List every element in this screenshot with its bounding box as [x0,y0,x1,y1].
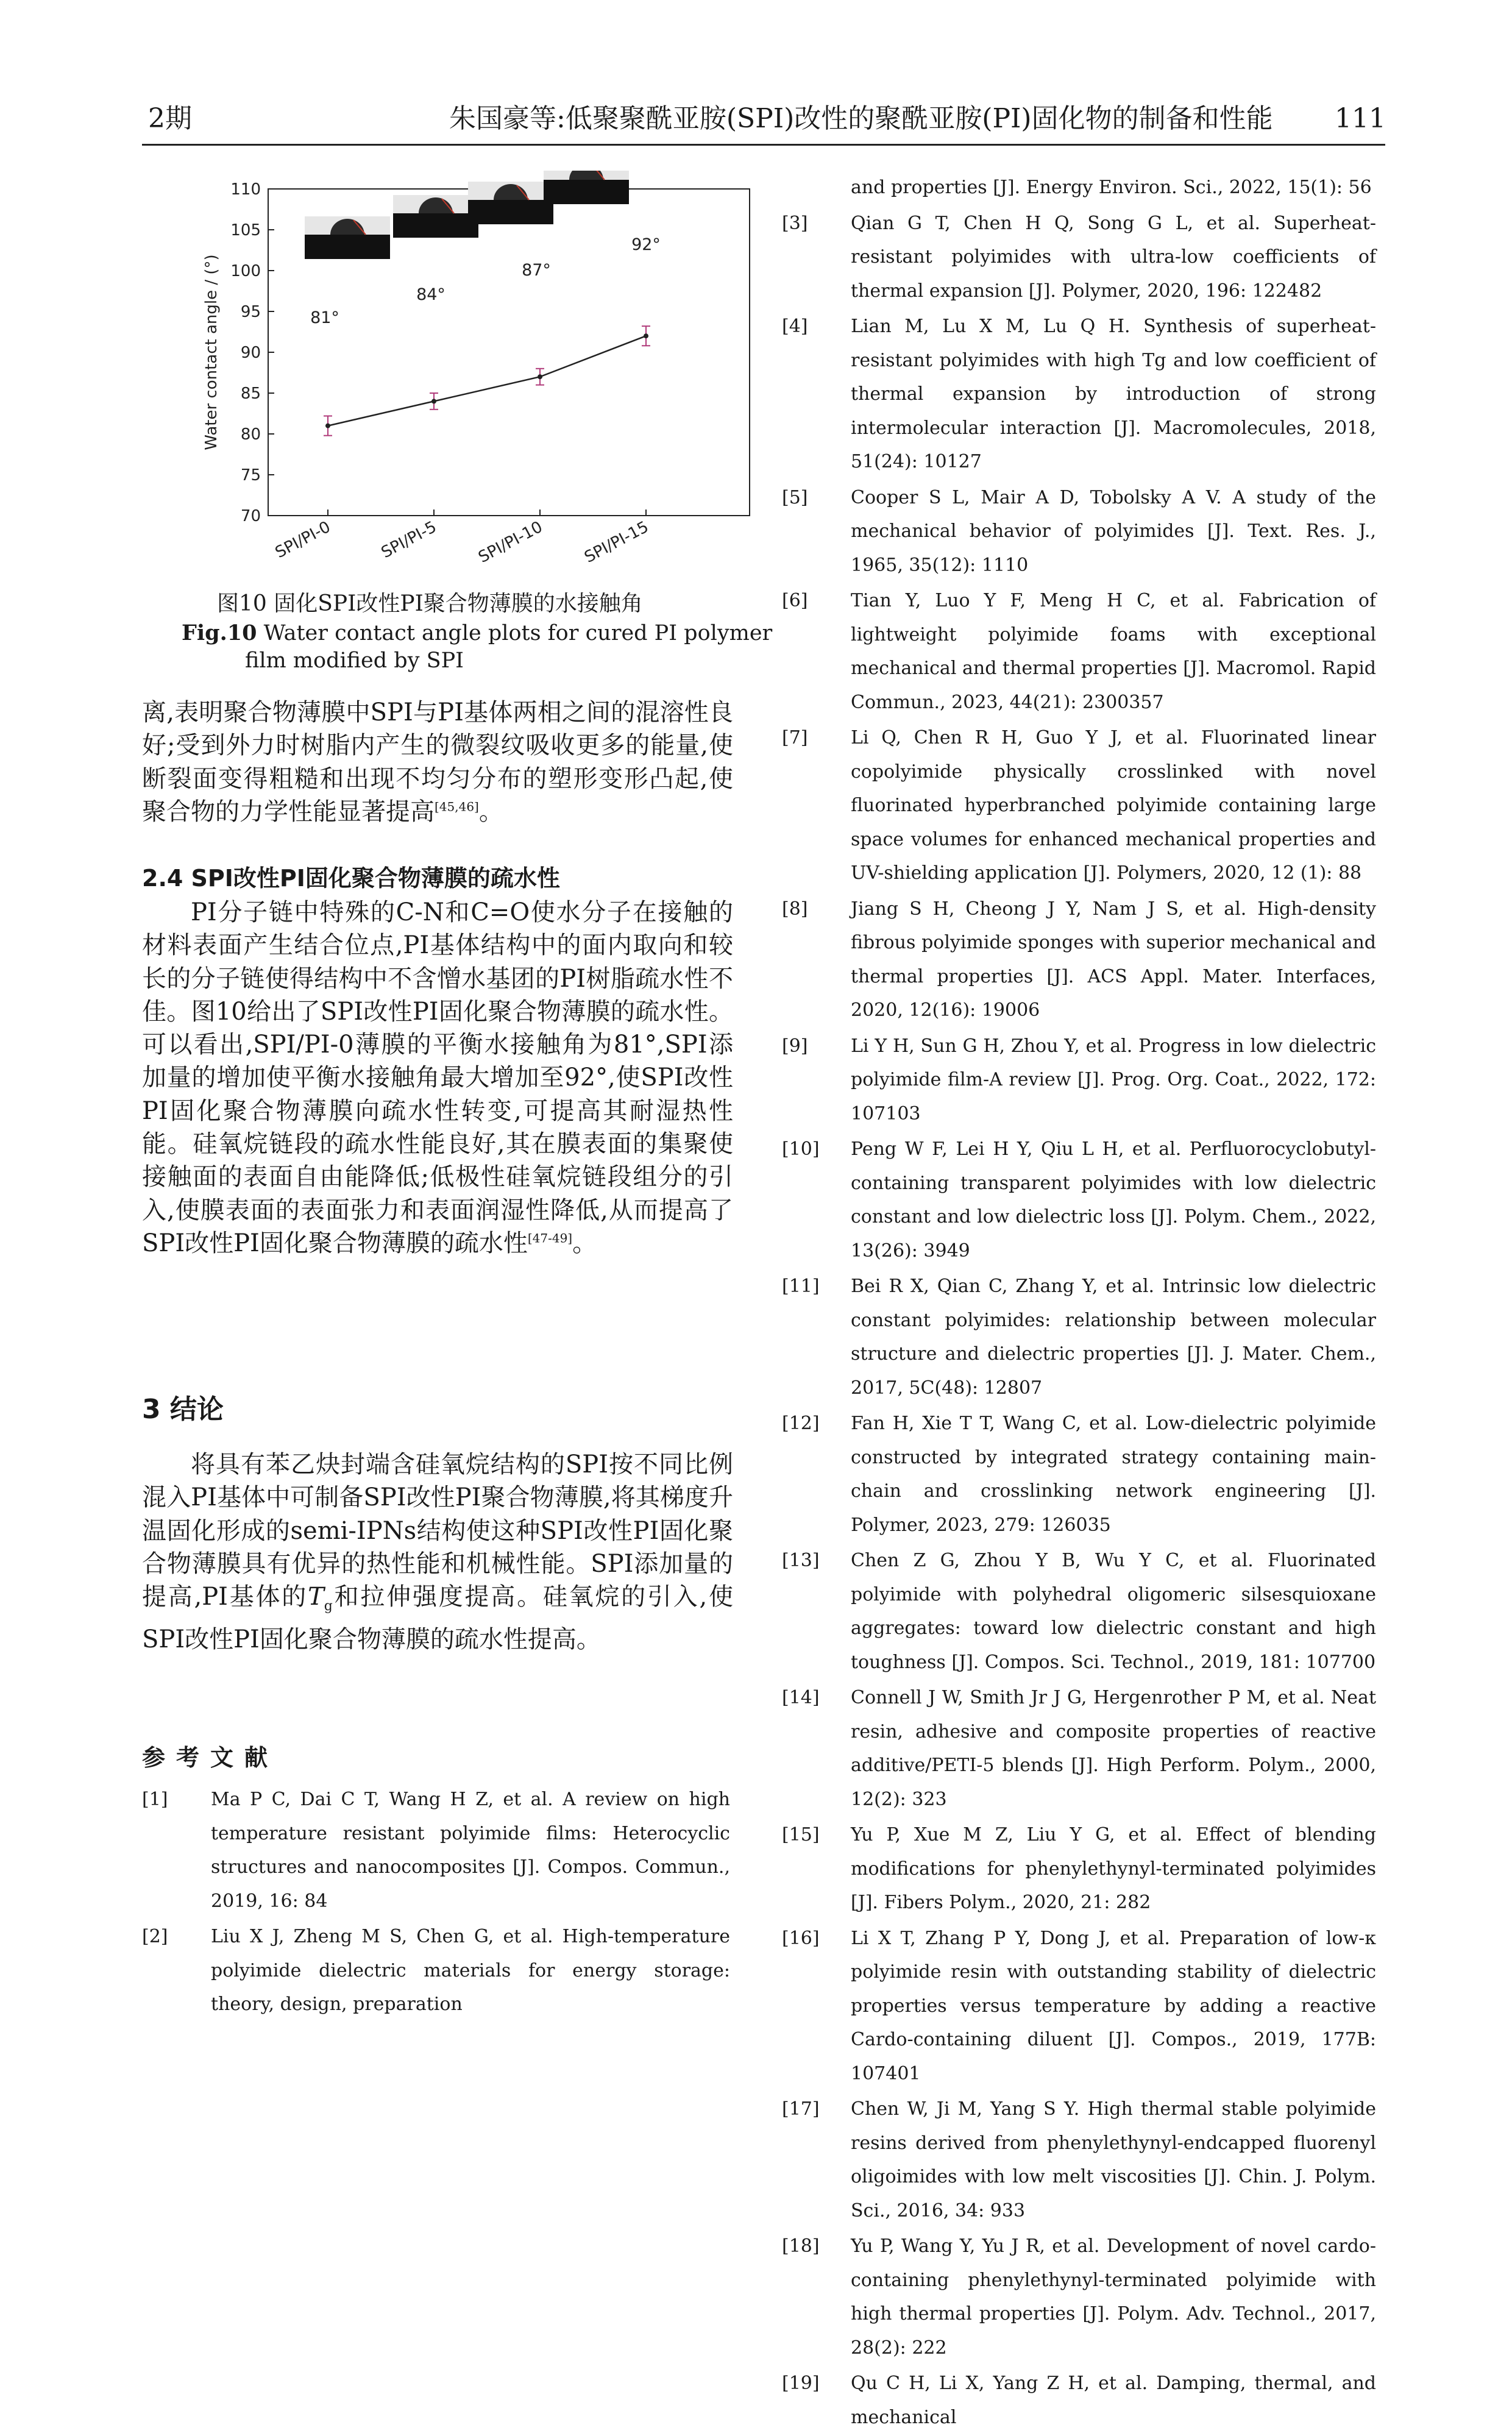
data-point [644,333,648,338]
reference-text: Connell J W, Smith Jr J G, Hergenrother P M, et al. Neat resin, adhesive and composite properties of reactive additive/PETI-5 blends [J]. High Perform. Polym., 2000, 12(2): 323 [851,1687,1376,1810]
reference-number: [19] [782,2373,820,2394]
reference-item [782,1029,1376,1131]
droplet-image [468,182,553,224]
reference-item [782,481,1376,583]
reference-number: [16] [782,1927,820,1949]
reference-item [782,2367,1376,2434]
reference-text: Bei R X, Qian C, Zhang Y, et al. Intrinsic low dielectric constant polyimides: relationship between molecular structure and dielectric properties [J]. J. Mater. Chem., 2017, 5C(48): 12807 [851,1276,1376,1399]
reference-number: [10] [782,1138,820,1160]
reference-text: Li Q, Chen R H, Guo Y J, et al. Fluorinated linear copolyimide physically crosslinked with novel fluorinated hyperbranched polyimide containing large space volumes for enhanced mechanical properties and UV-shielding application [J]. Polymers, 2020, 12 (1): 88 [851,727,1376,884]
reference-number: [14] [782,1687,820,1708]
reference-list-left [142,1783,730,2023]
reference-item [782,584,1376,719]
reference-number: [18] [782,2235,820,2257]
reference-text: Jiang S H, Cheong J Y, Nam J S, et al. High-density fibrous polyimide sponges with superior mechanical and thermal properties [J]. ACS Appl. Mater. Interfaces, 2020, 12(16): 19006 [851,898,1376,1021]
reference-item [782,1922,1376,2091]
references-heading: 参考文献 [142,1744,279,1771]
y-tick-label: 110 [230,180,261,199]
reference-item [782,207,1376,308]
y-tick-label: 105 [230,221,261,240]
reference-text: Cooper S L, Mair A D, Tobolsky A V. A study of the mechanical behavior of polyimides [J]. Text. Res. J., 1965, 35(12): 1110 [851,486,1376,576]
reference-text: Qu C H, Li X, Yang Z H, et al. Damping, thermal, and mechanical [851,2373,1376,2428]
droplet-image [305,216,390,259]
x-tick-label: SPI/PI-5 [378,517,440,563]
reference-text: Chen W, Ji M, Yang S Y. High thermal stable polyimide resins derived from phenylethynyl-endcapped fluorenyl oligoimides with low melt viscosities [J]. Chin. J. Polym. Sci., 2016, 34: 933 [851,2098,1376,2221]
reference-number: [1] [142,1789,168,1810]
reference-number: [12] [782,1413,820,1434]
reference-text: Lian M, Lu X M, Lu Q H. Synthesis of superheat-resistant polyimides with high Tg and low coefficient of thermal expansion by introduction of strong intermolecular interaction [J]. Macromolecules, 2018, 51(24): 10127 [851,316,1376,472]
reference-text: Li X T, Zhang P Y, Dong J, et al. Preparation of low-κ polyimide resin with outstanding stability of dielectric properties versus temperature by adding a reactive Cardo-containing diluent [J]. Compos., 2019, 177B: 107401 [851,1927,1376,2084]
reference-text: Li Y H, Sun G H, Zhou Y, et al. Progress in low dielectric polyimide film-A review [J]. Prog. Org. Coat., 2022, 172: 107103 [851,1035,1376,1124]
reference-item [782,2092,1376,2228]
reference-item [782,1132,1376,1268]
figure-caption-en-line2: film modified by SPI [245,648,464,673]
figure-caption-cn: 图10 固化SPI改性PI聚合物薄膜的水接触角 [217,591,643,616]
reference-text: Qian G T, Chen H Q, Song G L, et al. Superheat-resistant polyimides with ultra-low coefficients of thermal expansion [J]. Polymer, 2020, 196: 122482 [851,212,1376,302]
angle-label: 92° [631,235,661,254]
x-tick-label: SPI/PI-15 [581,517,652,567]
substrate [305,235,390,259]
reference-number: [8] [782,898,808,920]
y-tick-label: 90 [240,344,261,362]
y-tick-label: 70 [240,507,261,525]
tg-symbol: T [308,1583,324,1611]
y-tick-label: 85 [240,385,261,403]
reference-number: [2] [142,1926,168,1947]
substrate [468,200,553,224]
angle-label: 87° [522,261,551,280]
figure-10-chart [183,171,768,585]
reference-item [782,1544,1376,1679]
tg-subscript: g [324,1599,333,1614]
issue-label: 2期 [148,103,192,134]
paragraph-3 [142,1448,733,1657]
reference-number: [7] [782,727,808,748]
x-tick-label: SPI/PI-10 [475,517,546,567]
y-tick-label: 95 [240,303,261,321]
reference-item [142,1920,730,2022]
contact-angle-plot [183,171,768,585]
y-tick-label: 100 [230,262,261,280]
reference-item [782,310,1376,479]
droplet-image [393,195,478,238]
figure-caption-en-line1: Water contact angle plots for cured PI polymer [257,621,773,645]
angle-label: 84° [416,285,445,304]
data-point [431,399,436,403]
reference-number: [5] [782,486,808,508]
header-rule [142,144,1385,146]
paragraph-2 [142,896,733,1260]
x-tick-label: SPI/PI-0 [272,517,334,563]
figure-label: Fig.10 [182,620,257,645]
paragraph-2-end: 。 [572,1229,597,1257]
data-point [538,374,542,379]
reference-text: Yu P, Wang Y, Yu J R, et al. Development of novel cardo-containing phenylethynyl-terminated polyimide with high thermal properties [J]. Polym. Adv. Technol., 2017, 28(2): 222 [851,2235,1376,2359]
y-tick-label: 75 [240,466,261,485]
data-point [325,424,330,428]
reference-item [142,1783,730,1918]
paragraph-3-text-b: 和拉伸强度提高。硅氧烷的引入,使SPI改性PI固化聚合物薄膜的疏水性提高。 [142,1583,733,1654]
reference-number: [17] [782,2098,820,2120]
reference-item [782,1269,1376,1405]
paragraph-1-text: 离,表明聚合物薄膜中SPI与PI基体两相之间的混溶性良好;受到外力时树脂内产生的微裂纹吸收更多的能量,使断裂面变得粗糙和出现不均匀分布的塑形变形凸起,使聚合物的力学性能显著提高 [142,698,733,826]
reference-text: Liu X J, Zheng M S, Chen G, et al. High-temperature polyimide dielectric materials for energy storage: theory, design, preparation [211,1926,730,2015]
reference-item [782,721,1376,890]
reference-item [782,171,1376,205]
paragraph-3-text-a: 将具有苯乙炔封端含硅氧烷结构的SPI按不同比例混入PI基体中可制备SPI改性PI聚合物薄膜,将其梯度升温固化形成的semi-IPNs结构使这种SPI改性PI固化聚合物薄膜具有优异的热性能和机械性能。SPI添加量的提高,PI基体的 [142,1451,733,1611]
citation-45-46: [45,46] [435,799,479,814]
page-number: 111 [1335,103,1386,134]
paragraph-2-text: PI分子链中特殊的C-N和C=O使水分子在接触的材料表面产生结合位点,PI基体结构中的面内取向和较长的分子链使得结构中不含憎水基团的PI树脂疏水性不佳。图10给出了SPI改性PI固化聚合物薄膜的疏水性。可以看出,SPI/PI-0薄膜的平衡水接触角为81°,SPI添加量的增加使平衡水接触角最大增加至92°,使SPI改性PI固化聚合物薄膜向疏水性转变,可提高其耐湿热性能。硅氧烷链段的疏水性能良好,其在膜表面的集聚使接触面的表面自由能降低;低极性硅氧烷链段组分的引入,使膜表面的表面张力和表面润湿性降低,从而提高了SPI改性PI固化聚合物薄膜的疏水性 [142,898,733,1257]
series-line [328,336,646,425]
angle-label: 81° [310,308,339,327]
section-heading-3: 3 结论 [142,1394,224,1425]
paragraph-1 [142,696,733,828]
y-axis-label: Water contact angle / (°) [202,254,221,450]
reference-number: [4] [782,316,808,337]
droplet-image [544,171,629,204]
reference-text: Yu P, Xue M Z, Liu Y G, et al. Effect of blending modifications for phenylethynyl-terminated polyimides [J]. Fibers Polym., 2020, 21: 282 [851,1824,1376,1913]
reference-number: [9] [782,1035,808,1057]
reference-number: [13] [782,1550,820,1571]
reference-text: and properties [J]. Energy Environ. Sci., 2022, 15(1): 56 [851,177,1372,198]
reference-item [782,1818,1376,1920]
reference-number: [11] [782,1276,820,1297]
reference-number: [15] [782,1824,820,1845]
reference-item [782,1407,1376,1542]
reference-item [782,1681,1376,1816]
substrate [544,180,629,204]
running-title: 朱国豪等:低聚聚酰亚胺(SPI)改性的聚酰亚胺(PI)固化物的制备和性能 [449,103,1273,134]
citation-47-49: [47-49] [527,1230,573,1246]
reference-number: [6] [782,590,808,611]
reference-item [782,2229,1376,2365]
reference-text: Peng W F, Lei H Y, Qiu L H, et al. Perfluorocyclobutyl-containing transparent polyimides with low dielectric constant and low dielectric loss [J]. Polym. Chem., 2022, 13(26): 3949 [851,1138,1376,1262]
reference-number: [3] [782,212,808,234]
reference-text: Chen Z G, Zhou Y B, Wu Y C, et al. Fluorinated polyimide with polyhedral oligomeric silsesquioxane aggregates: toward low dielectric constant and high toughness [J]. Compos. Sci. Technol., 2019, 181: 107700 [851,1550,1376,1673]
reference-text: Tian Y, Luo Y F, Meng H C, et al. Fabrication of lightweight polyimide foams with exceptional mechanical and thermal properties [J]. Macromol. Rapid Commun., 2023, 44(21): 2300357 [851,590,1376,713]
figure-caption-en [182,619,772,647]
reference-item [782,892,1376,1028]
y-tick-label: 80 [240,425,261,444]
substrate [393,213,478,238]
reference-text: Fan H, Xie T T, Wang C, et al. Low-dielectric polyimide constructed by integrated strategy containing main-chain and crosslinking network engineering [J]. Polymer, 2023, 279: 126035 [851,1413,1376,1536]
section-heading-2-4: 2.4 SPI改性PI固化聚合物薄膜的疏水性 [142,865,560,892]
reference-list-right [782,171,1376,2436]
paragraph-1-end: 。 [478,797,503,826]
reference-text: Ma P C, Dai C T, Wang H Z, et al. A review on high temperature resistant polyimide films: Heterocyclic structures and nanocomposites [J]. Compos. Commun., 2019, 16: 84 [211,1789,730,1912]
